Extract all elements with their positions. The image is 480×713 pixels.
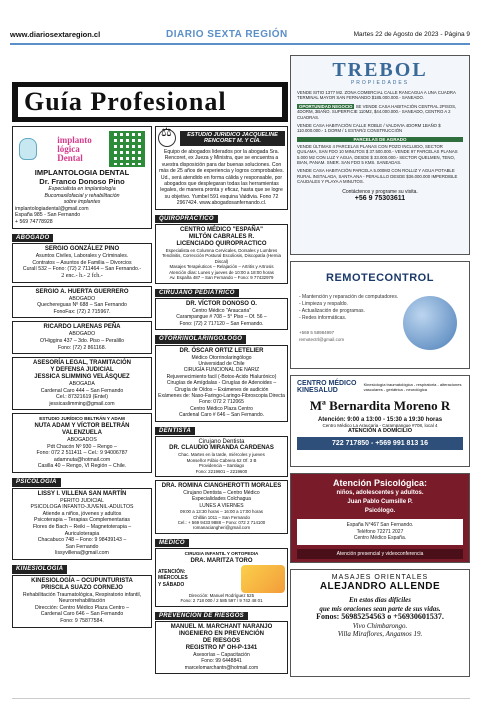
sergio-huerta-card: SERGIO A. HUERTA GUERRERO ABOGADO Quechereguas Nº 688 – San Fernando FonoFax: (72) 2 715967. xyxy=(12,286,152,319)
prev-card: MANUEL M. MARCHANT NARANJO INGENIERO EN PREVENCIÓN DE RIESGOS REGISTRO Nº OH-P-1341 Asesorías – Capacitación Fono: 99 6448841 marcelomarchantn@hotmail.com xyxy=(155,621,288,674)
implanto-logo xyxy=(15,129,149,169)
masajes-phones[interactable]: Fonos: 56985254563 o +56930601537. xyxy=(316,612,444,621)
section-dentista: DENTISTA xyxy=(155,427,195,435)
otorrino-card: DR. ÓSCAR ORTIZ LETELIER Médico Otorrinolaringólogo Universidad de Chile CIRUGÍA FUNCIONAL DE NARIZ Rejuvenecimiento facil (-Botox-Acido Hialurónico) Cirugías de Amígdalas - Cirugías de Adenoides – Cirugía de Oídos – Exámenes de audición Exámenes de: Naso-Faringo-Laringo-Fibroscopia Directa Fono: 072 2 712065 Centro Médico Plaza Centro Cardenal Caro # 646 – San Fernando. xyxy=(155,345,288,422)
globe-icon xyxy=(403,296,457,350)
remotecontrol-email[interactable]: remotectrl@gmail.com xyxy=(299,337,345,342)
section-medico: MÉDICO xyxy=(155,539,189,547)
remotecontrol-phone[interactable]: +569 5 58984997 xyxy=(299,330,335,335)
lissy-card: LISSY I. VILLENA SAN MARTÍN PERITO JUDICIAL PSICOLOGA INFANTO-JUVENIL-ADULTOS Atiende a niños, jóvenes y adultos Psicoterapia – Terapias Complementarias Flores de Bach – Reiki – Magnetoterapia – Auriculoterapia Chacabuco 748 – Fono: 9 98439143 – San Fernando lissyvillena@gmail.com xyxy=(12,488,152,560)
section-cirujano-pediatrico: CIRUJANO PEDIÁTRICO xyxy=(155,289,239,297)
paper-name: DIARIO SEXTA REGIÓN xyxy=(166,28,288,40)
trebol-phone[interactable]: +56 9 75303611 xyxy=(354,194,406,202)
column-3 xyxy=(290,55,470,683)
remotecontrol-ad xyxy=(290,261,470,369)
implanto-email[interactable]: implantologiadental@gmail.com xyxy=(15,205,89,212)
juris-card: ⚖ ESTUDIO JURIDICO JACQUELINE RENCORET M. Y CÍA. Equipo de abogados liderados por la abogada Sra. Rencoret, ex Jueza y Ministra, que se encuentra a vuestra disposición para dar buenas soluciones. Con más de 25 años de experiencia y logros comprobables. Ud., será atendido en forma cálida y responsable, por abogados que desplegaran todas las herramientas legales, de manera pronta y eficaz, hasta que se logre su objetivo. Yumbel 591 esquina Valdivia. Fono 72 2967424. www.abogadosanfernando.cl. xyxy=(155,126,288,210)
psicologo-ad: Atención Psicológica: niños, adolescentes y adultos. Juan Pablo Cumsille P. Psicólogo. España N°467 San Fernando. Teléfono 72271 2027 Centro Médico España. Atención presencial y videoconferencia xyxy=(290,473,470,563)
site-url[interactable]: www.diariosextaregion.cl xyxy=(10,29,101,39)
guia-title-box xyxy=(12,82,288,122)
guia-title: Guía Profesional xyxy=(18,87,282,117)
trebol-ad: TREBOL PROPIEDADES VENDE SITIO 1377 M2. ZONA COMERCIAL CALLE RANCAGUA A UNA CUADRA TERMINAL MAYOR SAN FERNANDO $185.000.000.- SANEADO. OPORTUNIDAD NEGOCIO SE VENDE CASA HABITACIÓN CENTRAL 2PISOS, 4DORM, 3BAÑO. SUPERFICIE 110M2, $44.000.000.- SANEADO, CENTRO A 2 CUADRAS. VENDE CASA HABITACIÓN CALLE ROBLE / VALDIVIA 4DORM 1BAÑO $ 110.000.000.- 1 DORM / 1 ESTAR/2 CONSTRUCCIÓN PARCELAS DE AGRADO VENDE ÚLTIMAS 4 PARCELAS PLANAS CON POZO INCLUIDO, SECTOR QUILAMA, SAN FDO 10 MINUTOS $ 37.500.000.- VENDE 97 PARCELAS PLANAS 5.000 M2 CON LUZ Y AGUA, DESDE $ 33.000.000.- SECTOR QUELMEN, TENO, BIAN, PANAM. SNER. SAN FDO 5 KMS. SANEADAS. VENDE CASA HABITACIÓN PARCELA 5.000M2 CON ROLLIZ Y AGUA POTABLE RURAL INSTALADA, SANTA ANA - PERALILLO DESDE $36.000.000 IMPERDIBLE CAUDALES Y PLAYA A MINUTOS. Contáctenos y programe su visita. +56 9 75303611 xyxy=(290,55,470,255)
header-divider xyxy=(10,43,470,45)
tooth-icon xyxy=(19,138,37,160)
column-2 xyxy=(155,126,288,677)
scales-of-justice-icon xyxy=(158,129,176,147)
remotecontrol-services: - Mantención y reparación de computadores. - Limpieza y respaldo. - Actualización de programas. - Redes informáticas. xyxy=(299,294,399,321)
page-header xyxy=(10,26,470,42)
section-kinesiologia: KINESIOLOGÍA xyxy=(12,565,67,574)
section-otorrino: OTORRINOLARINGÓLOGO xyxy=(155,335,246,343)
dentista-card-2: DRA. ROMINA CIANGHEROTTI MORALES Cirujano Dentista – Centro Médico Especialidades Colchagua LUNES A VIERNES 09:00 a 13:30 horas – 16:00 a 17:00 horas Chillán 1011 – San Fernando Cel.: + 569 9433 9888 – Fono: 072 2 714100 romanaciangheri@gmail.com xyxy=(155,480,288,534)
date-page: Martes 22 de Agosto de 2023 - Página 9 xyxy=(353,30,470,38)
medico-card: CIRUGIA INFANTIL Y ORTOPEDIA DRA. MARITZA TORO ATENCIÓN: MIÉRCOLES Y SÁBADO Dirección: Manuel Rodríguez 525 Fono: 2 718 000 / 2 585 597 / 9 742 48 01 xyxy=(155,548,288,606)
sergio-gonzalez-card: SERGIO GONZÁLEZ PINO Asuntos Civiles, Laborales y Criminales. Contratos – Asuntos de Familia – Divorcios Curalí 532 – Fono: (72) 2 711464 – San Fernando.- 2 enc.- h.- 2 fch.- xyxy=(12,243,152,282)
children-illustration xyxy=(241,565,285,593)
footer-divider xyxy=(12,698,470,699)
asesoria-card: ASESORÍA LEGAL, TRAMITACIÓN Y DEFENSA JUDICIAL JESSICA SLIMMING VELÁSQUEZ ABOGADA Cardenal Caro 444 – San Fernando Cel.: 87321619 (Entel) jessicaslimming@gmail.com xyxy=(12,357,152,410)
remotecontrol-logo: REMOTECONTROL xyxy=(326,272,434,284)
section-abogado: ABOGADO xyxy=(12,234,53,243)
beltran-card: ESTUDIO JURÍDICO BELTRÁN Y ADAM NUTA ADAM Y VÍCTOR BELTRÁN VALENZUELA ABOGADOS Pdt Chacón Nº 930 – Rengo – Fono: 072 2 511411 – Cel.: 9 94006787 adamnuta@hotmail.com Casilla 40 – Rengo, VI Región – Chile. xyxy=(12,413,152,473)
ricardo-card: RICARDO LARENAS PEÑA ABOGADO O'Higgins 437 – 3do. Piso – Peralillo Fono: (72) 2 861168. xyxy=(12,321,152,354)
kinesalud-phones[interactable]: 722 717850 - +569 991 813 16 xyxy=(297,437,463,450)
ciru-ped-card: DR. VÍCTOR DONOSO O. Centro Médico "Araucaria" Carampangue # 708 – 5° Piso – Of. 56 – Fono: (72) 2 717120 – San Fernando. xyxy=(155,298,288,330)
section-psicologia: PSICOLOGÍA xyxy=(12,478,61,487)
trebol-logo: TREBOL xyxy=(332,59,428,81)
section-prevencion: PREVENCIÓN DE RIESGOS xyxy=(155,612,248,620)
masajes-ad: MASAJES ORIENTALES ALEJANDRO ALLENDE En estos días difíciles que mis oraciones sean parte de sus vidas. Fonos: 56985254563 o +56930601537. Vivo Chimbarongo. Villa Miraflores, Angamos 19. xyxy=(290,569,470,677)
qr-code-icon xyxy=(109,131,145,167)
implanto-name: IMPLANTOLOGIA DENTAL xyxy=(34,168,130,177)
section-quiropractico: QUIROPRÁCTICO xyxy=(155,215,218,223)
kine-card: KINESIOLOGÍA – OCUPUNTURISTA PRISCILA SUAZO CORNEJO Rehabilitación Traumatológica, Respiratorio infantil, Neurorrehabilitación Dirección: Centro Médico Plaza Centro – Cardenal Caro 646 – San Fernando Fono: 9 75877584. xyxy=(12,575,152,628)
column-1 xyxy=(12,126,152,631)
dentista-card-1: Cirujano Dentista DR. CLAUDIO MIRANDA CARDENAS Chac. Martes en la tarde, miércoles y jueves Monseñor Fábio Cabrera 62 Of. 3 B Providencia – Santiago Fono: 2219601 – 2219600 xyxy=(155,436,288,477)
implanto-card: implanto lógica Dental IMPLANTOLOGIA DENTAL Dr. Franco Donoso Pino Especialista en implantología Bucomaxilofacial y rehabilitación sobre implantes implantologiadental@gmail.com España 985 - San Fernando + 569 74778928 xyxy=(12,126,152,229)
kinesalud-logo: CENTRO MÉDICO KINESALUD xyxy=(297,380,357,394)
psico-phone[interactable]: Teléfono 72271 2027 xyxy=(356,528,404,535)
implanto-brand: implanto lógica Dental xyxy=(57,134,92,163)
juris-title: ESTUDIO JURIDICO JACQUELINE RENCORET M. Y CÍA. xyxy=(180,131,285,146)
implanto-doctor: Dr. Franco Donoso Pino xyxy=(39,176,125,186)
kinesalud-ad: CENTRO MÉDICO KINESALUD Kinesiología traumatológica - respiratoria - alteraciones vasculares - geriátrica - neurológica Mª Bernardita Moreno R Atención: 9:00 a 13:00 - 15:30 a 19:30 horas Centro Médico La Araucaria - Carampangue #708, local 4 ATENCIÓN A DOMICILIO 722 717850 - +569 991 813 16 xyxy=(290,375,470,467)
quiro-card: CENTRO MÉDICO "ESPAÑA" MILTÓN CABRALES R. LICENCIADO QUIROPRACTICO Especialista en Columna Cervicales, Dorsales y Lumbres Tendinitis, Corrección Postural Escoliosis, Discopatía (Hernia Discal) Masajes Terapéuticos – Relajación – Artritis y Artrosis Atención días: Lunes y jueves de 10:00 a 18:00 horas Av. España 487 – San Fernando – Fono: 9 77432979 xyxy=(155,224,288,283)
